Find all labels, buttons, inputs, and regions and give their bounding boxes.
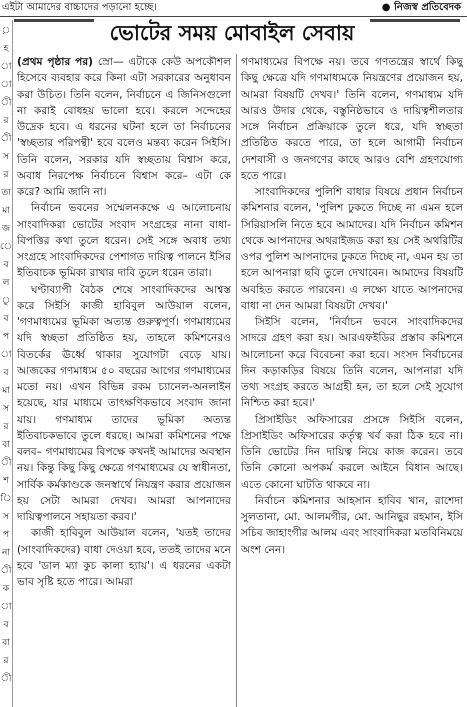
paragraph-text: সিইসি বলেন, 'নির্বাচন ভবনে সাংবাদিকদের সাদরে গ্রহণ করা হয়। আরএফইডির প্রস্তাব কমিশনে আলোচনা করে বিবেচনা করা হবে। সংসদ নির্বাচনের দিন কড়াকড়ির বিষয়ে তিনি বলেন, আপনারা যদি তথ্য সংগ্রহ করতে আগ্রহী হন, তা হলে সেই সুযোগ নিশ্চিত করা হবে।': [241, 316, 463, 410]
margin-char: ু: [1, 296, 11, 306]
margin-char: হ: [3, 44, 9, 54]
margin-char: ব: [3, 620, 9, 630]
margin-char: শ: [3, 476, 9, 486]
margin-char: না: [2, 548, 10, 558]
byline: [382, 1, 461, 14]
margin-char: বা: [2, 638, 10, 648]
article-paragraph: [241, 412, 463, 493]
margin-char: া: [0, 62, 12, 72]
margin-char: ব: [3, 368, 9, 378]
headline-rule-right: [370, 19, 460, 22]
margin-char: ব: [3, 314, 9, 324]
margin-char: র: [3, 656, 9, 666]
margin-char: মা: [2, 386, 10, 396]
margin-char: প: [2, 332, 10, 342]
article-column-right: [241, 54, 463, 707]
margin-char: ল: [2, 278, 10, 288]
article-paragraph: [241, 54, 463, 184]
margin-char: প: [2, 530, 10, 540]
margin-char: া: [0, 350, 12, 360]
article-column-left: [17, 54, 231, 707]
article-paragraph: [241, 314, 463, 412]
headline-rule-left: [14, 19, 94, 22]
margin-char: স: [3, 512, 9, 522]
margin-char: ব: [3, 260, 9, 270]
margin-char: ী: [0, 134, 12, 144]
margin-char: ী: [0, 98, 12, 108]
margin-char: ী: [0, 674, 12, 684]
margin-char: া: [0, 602, 12, 612]
margin-char: স: [3, 152, 9, 162]
paragraph-text: কাজী হাবিবুল আউয়াল বলেন, 'যতই তাদের (সাংবাদিকদের) বাধা দেওয়া হবে, ততই তাদের মনে হবে 'ডাল ম্যা কুচ কালা হ্যায়'। এ ধরনের একটা ভাব সৃষ্টি হতে পারে। আমরা: [17, 527, 231, 588]
previous-article-fragment: এইটা আমাদের বাচ্চাদের পড়ানো হচ্ছে।: [2, 2, 157, 13]
continued-label: (প্রথম পৃষ্ঠার পর): [17, 56, 98, 68]
paragraph-text: গণমাধ্যমের বিপক্ষে নয়। তবে গণতন্ত্রের স্বার্থে কিছু কিছু ক্ষেত্রে যদি গণমাধ্যমকে নিয়ন্ত্রণের প্রয়োজন হয়, আমরা বিষয়টি দেখব।' তিনি বলেন, গণমাধ্যম যদি আরও উদার থেকে, বস্তুনিষ্ঠভাবে ও দায়িত্বশীলতার সঙ্গে নির্বাচন প্রক্রিয়াকে তুলে ধরে, যদি স্বচ্ছতা প্রতিষ্ঠিত করতে পারে, তা হলে আগামী নির্বাচন দেশবাসী ও জনগণের কাছে আরও বেশি গ্রহণযোগ্য হতে পারে।: [241, 56, 463, 182]
paragraph-text: সাংবাদিকদের পুলিশি বাধার বিষয়ে প্রধান নির্বাচন কমিশনার বলেন, 'পুলিশ ঢুকতে দিচ্ছে না এমন হলে সিরিয়াসলি নিতে হবে আমাদের। যদি নির্বাচন কমিশন থেকে আপনাদের অথরাইজড করা হয় সেই অথরিটির ওপর পুলিশ আপনাদের ঢুকতে দিচ্ছে না, এমন হয় তা হলে আপনারা ছবি তুলে দেখাবেন। আমাদের বিষয়টি অবহিত করতে পারবেন। এ লক্ষ্যে যাতে আপনাদের বাধা না দেন আমরা বিষয়টা দেখব।': [241, 186, 463, 312]
margin-char: ী: [0, 458, 12, 468]
margin-char: স: [3, 404, 9, 414]
paragraph-text: ঘণ্টাব্যাপী বৈঠক শেষে সাংবাদিকদের আশ্বস্ত করে সিইসি কাজী হাবিবুল আউয়াল বলেন, 'গণমাধ্যমের ভূমিকা অত্যন্ত গুরুত্বপূর্ণ। গণমাধ্যমের যদি স্বচ্ছতা প্রতিষ্ঠিত হয়, তাহলে কমিশনেরও বিতর্কের ঊর্ধ্বে থাকার সুযোগটা বেড়ে যায়। আজকের গণমাধ্যম ৫০ বছরের আগের গণমাধ্যমের মতো নয়। এখন বিভিন্ন রকম চ্যানেল-অনলাইন হয়েছে, যার মাধ্যমে তাৎক্ষণিকভাবে সংবাদ জানা যায়। গণমাধ্যম তাদের ভূমিকা অত্যন্ত ইতিবাচকভাবে তুলে ধরছে। আমরা কমিশনের পক্ষে বলব– গণমাধ্যমের বিপক্ষে কখনই আমাদের অবস্থান নয়। কিন্তু কিছু কিছু ক্ষেত্রে গণমাধ্যমের যে স্বাধীনতা, সার্বিক কর্মকাণ্ডকে জনস্বার্থে নিয়ন্ত্রণ করার প্রয়োজন হয় সেটা আমরা দেখব। আমরা আপনাদের দায়িত্বপালনে সহায়তা করব।': [17, 283, 231, 523]
article-paragraph: [17, 200, 231, 281]
margin-char: ়: [1, 26, 11, 36]
margin-char: র: [3, 422, 9, 432]
paragraph-text: নির্বাচন ভবনের সম্মেলনকক্ষে এ আলোচনায় সাংবাদিকরা ভোটের সংবাদ সংগ্রহের নানা বাধা-বিপত্তির কথা তুলে ধরেন। সেই সঙ্গে অবাধ তথ্য সংগ্রহে সাংবাদিকদের পেশাগত দায়িত্ব পালনে ইসির ইতিবাচক ভূমিকা রাখার দাবি তুলে ধরেন তারা।: [17, 202, 231, 280]
margin-char: ে: [0, 242, 13, 252]
article-paragraph: [17, 54, 231, 200]
top-bar: [0, 0, 467, 17]
article-paragraph: [241, 184, 463, 314]
margin-char: র: [3, 116, 9, 126]
bullet-circle-icon: ●: [381, 2, 394, 13]
column-divider: [236, 54, 237, 707]
margin-char: জ: [1, 224, 11, 234]
margin-char: ী: [0, 566, 12, 576]
article-paragraph: [17, 282, 231, 526]
byline-text: নিজস্ব প্রতিবেদক: [393, 2, 461, 13]
headline: ভোটের সময় মোবাইল সেবায়: [109, 21, 355, 45]
margin-char: ি: [0, 494, 12, 504]
paragraph-text: নির্বাচন কমিশনার আহসান হাবিব খান, রাশেদা সুলতানা, মো. আলমগীর, মো. আনিছুর রহমান, ইসি সচিব জাহাংগীর আলম এবং সাংবাদিকরা মতবিনিময়ে অংশ নেন।: [241, 494, 463, 556]
margin-char: মা: [2, 206, 10, 216]
article-paragraph: [241, 493, 463, 558]
paragraph-text: প্রিসাইডিং অফিসারের প্রসঙ্গে সিইসি বলেন, প্রিসাইডিং অফিসারের কর্তৃত্ব খর্ব করা ঠিক হবে না। তিনি ভোটের দিন দায়িত্ব নিয়ে কাজ করেন। তবে তিনি কোনো অপকর্ম করলে আইনে বিধান আছে। এতে কোনো ঘাটতি থাকবে না।: [241, 413, 463, 491]
margin-char: বা: [2, 440, 10, 450]
margin-char: া: [0, 80, 12, 90]
margin-char: ক: [2, 584, 10, 594]
paragraph-text: স্রো— এটাকে কেউ অপকৌশল হিসেবে ব্যবহার করে কিনা এটা সরকারের অনুধাবন করা উচিত। তিনি বলেন, নির্বাচনে এ জিনিসগুলো না করাই বোধহয় ভালো হবে। করলে সন্দেহের উদ্রেক হবে। এ ধরনের ঘটনা হলে তা নির্বাচনের 'স্বচ্ছতার পরিপন্থী' হবে বলেও মন্তব্য করেন সিইসি। তিনি বলেন, সরকার যদি স্বচ্ছতায় বিশ্বাস করে, অবাধ নিরপেক্ষ নির্বাচনে বিশ্বাস করে– এটা কে করে? আমি জানি না।: [17, 56, 231, 198]
article-paragraph: [17, 525, 231, 590]
margin-char: তা: [1, 188, 11, 198]
margin-char: র: [3, 170, 9, 180]
margin-strip: [0, 20, 13, 707]
